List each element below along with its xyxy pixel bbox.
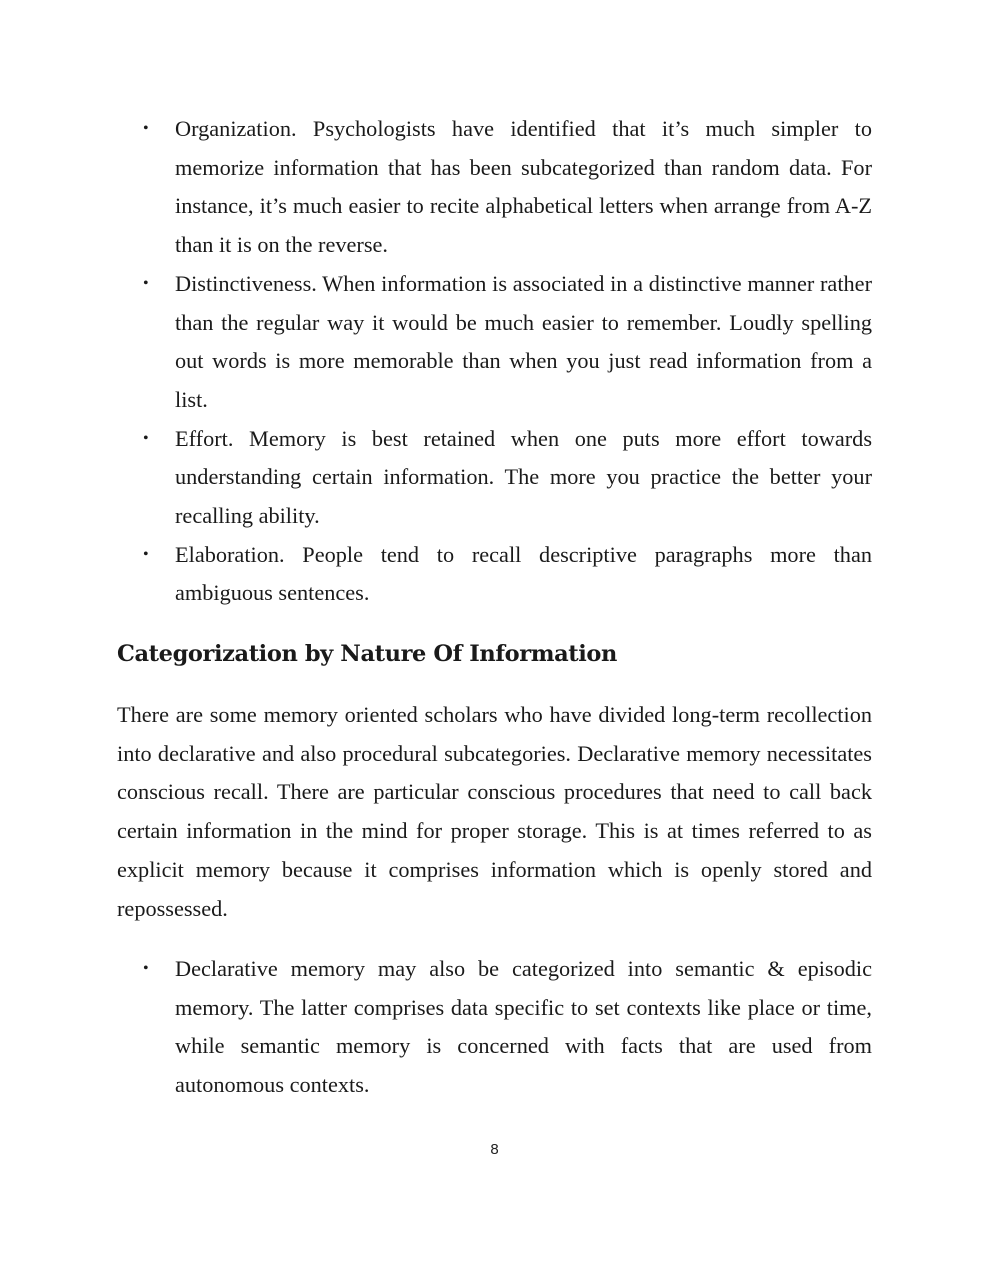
section-heading: Categorization by Nature Of Information (117, 641, 617, 667)
bullet-list-declarative (117, 950, 872, 1105)
list-item-text: Declarative memory may also be categorized into semantic & episodic memory. The latter comprises data specific to set contexts like place or time, while semantic memory is concerned with facts that are used from autonomous contexts. (175, 956, 872, 1098)
list-item-organization (117, 110, 872, 265)
list-item-elaboration (117, 536, 872, 613)
bullet-icon: • (143, 274, 149, 292)
list-item-text: Elaboration. People tend to recall descriptive paragraphs more than ambiguous sentences. (175, 541, 872, 606)
list-item-text: Effort. Memory is best retained when one puts more effort towards understanding certain information. The more you practice the better your recalling ability. (175, 425, 872, 529)
bullet-list-factors (117, 110, 872, 613)
list-item-declarative (117, 950, 872, 1105)
list-item-text: Organization. Psychologists have identified that it’s much simpler to memorize information that has been subcategorized than random data. For instance, it’s much easier to recite alphabetical letters when arrange from A-Z than it is on the reverse. (175, 116, 872, 258)
bullet-icon: • (143, 960, 149, 977)
page-number: 8 (490, 1141, 499, 1158)
bullet-icon: • (143, 429, 149, 447)
bullet-icon: • (143, 120, 149, 137)
list-item-effort (117, 420, 872, 536)
body-paragraph: There are some memory oriented scholars who have divided long-term recollection into declarative and also procedural subcategories. Declarative memory necessitates conscious recall. There are particular conscious procedures that need to call back certain information in the mind for proper storage. This is at times referred to as explicit memory because it comprises information which is openly stored and repossessed. (117, 702, 872, 921)
list-item-text: Distinctiveness. When information is associated in a distinctive manner rather than the regular way it would be much easier to remember. Loudly spelling out words is more memorable than when you just read information from a list. (175, 270, 872, 412)
bullet-icon: • (143, 545, 149, 563)
list-item-distinctiveness (117, 265, 872, 420)
